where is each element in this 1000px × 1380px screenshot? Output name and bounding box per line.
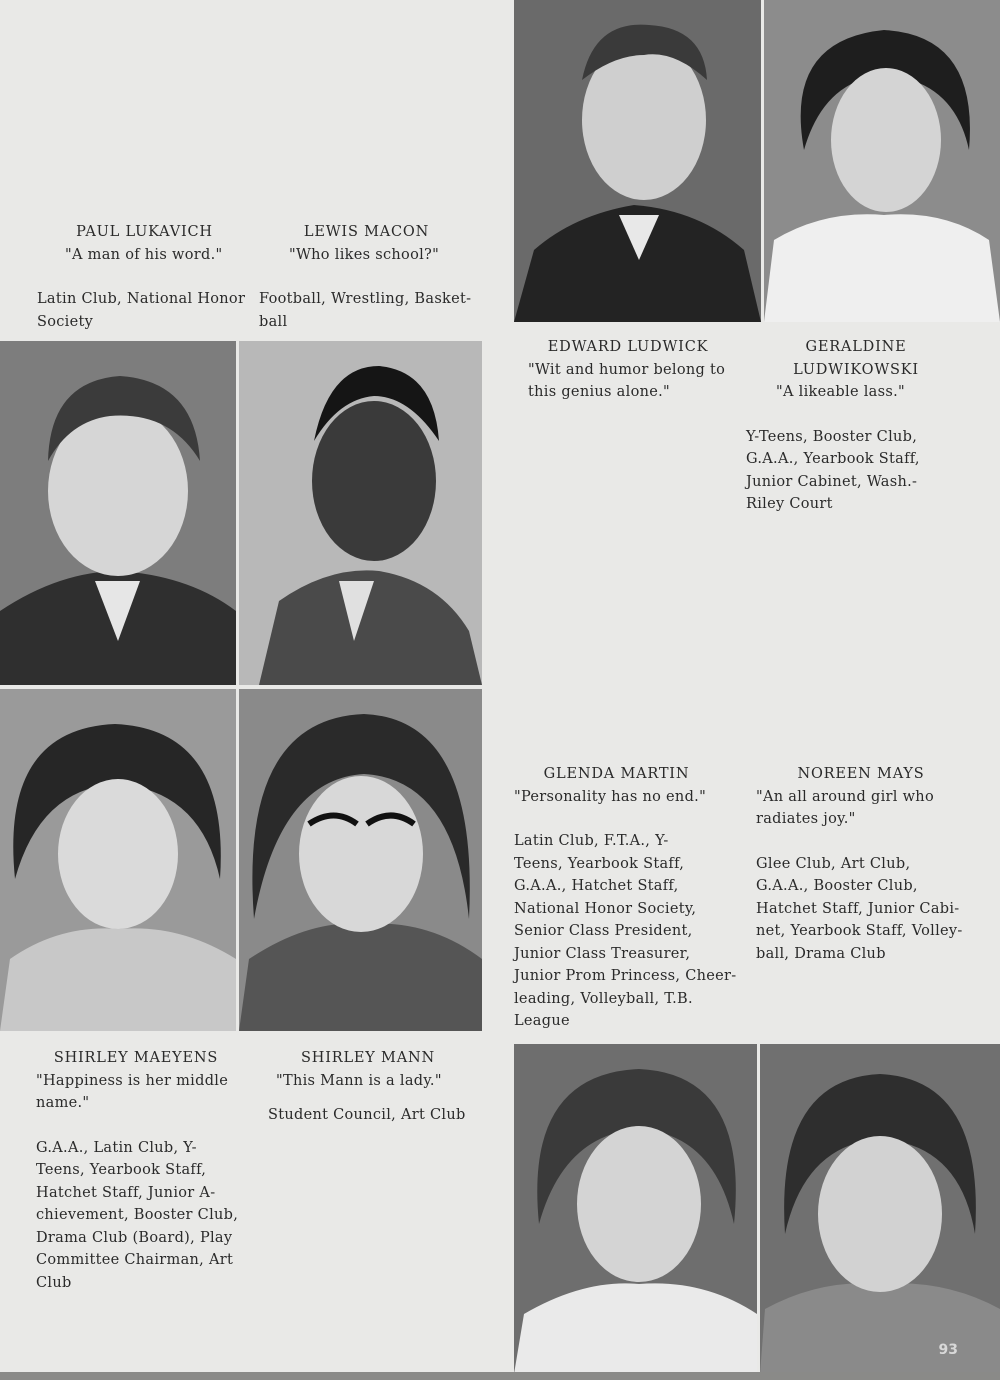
student-quote: "Happiness is her middle name." — [36, 1072, 229, 1111]
student-activities: G.A.A., Latin Club, Y- Teens, Yearbook Staff, Hatchet Staff, Junior A- chievement, Booster Club, Drama Club (Board), Play Committee Chairman, Art Club — [36, 1139, 239, 1291]
photo-shirley-maeyens — [0, 689, 236, 1031]
student-activities: Latin Club, F.T.A., Y- Teens, Yearbook Staff, G.A.A., Hatchet Staff, National Honor Society, Senior Class President, Junior Class Treasurer, Junior Prom Princess, Cheer- leading, Volleyball, T.B. League — [514, 833, 737, 1029]
photo-paul-lukavich — [0, 341, 236, 685]
student-entry — [259, 221, 484, 333]
student-quote: "A man of his word." — [65, 246, 223, 263]
student-activities: Glee Club, Art Club, G.A.A., Booster Club, Hatchet Staff, Junior Cabi- net, Yearbook Staff, Volley- ball, Drama Club — [756, 855, 963, 962]
student-quote: "A likeable lass." — [776, 384, 905, 400]
student-entry — [746, 336, 976, 516]
photo-lewis-macon — [239, 341, 482, 685]
student-activities: Latin Club, National Honor Society — [37, 291, 246, 330]
student-entry — [528, 336, 743, 426]
student-quote: "This Mann is a lady." — [276, 1072, 442, 1089]
bottom-edge — [0, 1372, 1000, 1380]
photo-glenda-martin — [514, 1044, 757, 1374]
photo-edward-ludwick — [514, 0, 761, 322]
page-number: 93 — [938, 1342, 958, 1358]
student-quote: "Personality has no end." — [514, 788, 707, 805]
student-name: SHIRLEY MAEYENS — [53, 1050, 219, 1066]
student-name: GLENDA MARTIN — [543, 766, 690, 782]
student-name: EDWARD LUDWICK — [547, 339, 709, 355]
student-quote: "An all around girl who radiates joy." — [756, 788, 934, 827]
student-quote: "Wit and humor belong to this genius alone." — [528, 361, 726, 400]
student-entry — [268, 1047, 483, 1127]
student-activities: Y-Teens, Booster Club, G.A.A., Yearbook Staff, Junior Cabinet, Wash.- Riley Court — [746, 428, 920, 512]
student-quote: "Who likes school?" — [289, 246, 440, 263]
student-name: NOREEN MAYS — [797, 766, 925, 782]
student-name: GERALDINE LUDWIKOWSKI — [793, 339, 919, 378]
student-activities: Student Council, Art Club — [268, 1107, 466, 1123]
photo-noreen-mays — [760, 1044, 1000, 1374]
student-entry — [514, 763, 749, 1033]
student-entry — [36, 1047, 251, 1294]
student-name: SHIRLEY MANN — [301, 1050, 435, 1066]
student-name: PAUL LUKAVICH — [76, 224, 213, 240]
student-entry — [37, 221, 252, 333]
student-entry — [756, 763, 991, 965]
photo-shirley-mann — [239, 689, 482, 1031]
photo-geraldine-ludwikowski — [764, 0, 1000, 322]
student-name: LEWIS MACON — [303, 224, 430, 240]
student-activities: Football, Wrestling, Basket- ball — [259, 291, 472, 330]
